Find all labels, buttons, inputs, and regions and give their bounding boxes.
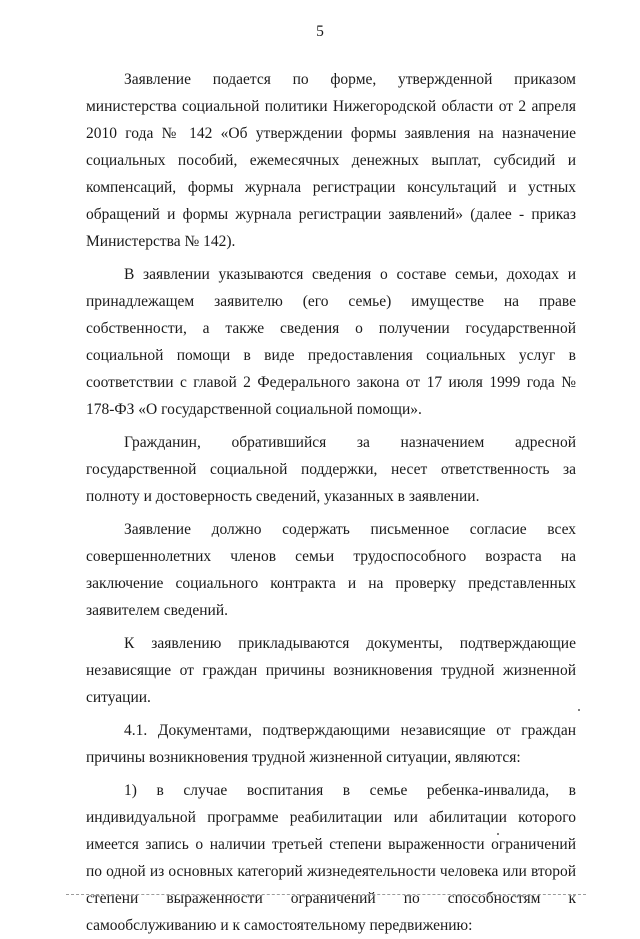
paragraph-section-4-1: 4.1. Документами, подтверждающими независящие от граждан причины возникновения трудной жизненной ситуации, являются: xyxy=(86,722,576,766)
page-bottom-edge xyxy=(66,894,586,895)
paragraph-consent: Заявление должно содержать письменное согласие всех совершеннолетних членов семьи трудоспособного возраста на заключение социального контракта и на проверку представленных заявителем сведений. xyxy=(86,521,576,619)
paragraph-application-contents: В заявлении указываются сведения о составе семьи, доходах и принадлежащем заявителю (его семье) имуществе на праве собственности, а также сведения о получении государственной социальной помощи в виде предоставления социальных услуг в соответствии с главой 2 Федерального закона от 17 июля 1999 года № 178-ФЗ «О государственной социальной помощи». xyxy=(86,266,576,418)
page-number: 5 xyxy=(316,23,324,40)
scan-speck xyxy=(497,833,499,835)
scan-speck xyxy=(578,709,580,711)
paragraph-citizen-responsibility: Гражданин, обратившийся за назначением адресной государственной социальной поддержки, несет ответственность за полноту и достоверность сведений, указанных в заявлении. xyxy=(86,434,576,505)
paragraph-attached-documents: К заявлению прикладываются документы, подтверждающие независящие от граждан причины возникновения трудной жизненной ситуации. xyxy=(86,635,576,706)
document-body xyxy=(86,66,576,939)
paragraph-application-form: Заявление подается по форме, утвержденной приказом министерства социальной политики Нижегородской области от 2 апреля 2010 года № 142 «Об утверждении формы заявления на назначение социальных пособий, ежемесячных денежных выплат, субсидий и компенсаций, формы журнала регистрации консультаций и устных обращений и формы журнала регистрации заявлений» (далее - приказ Министерства № 142). xyxy=(86,71,576,250)
list-item-1: 1) в случае воспитания в семье ребенка-инвалида, в индивидуальной программе реабилитации или абилитации которого имеется запись о наличии третьей степени выраженности ограничений по одной из основных категорий жизнедеятельности человека или второй степени выраженности ограничений по способностям к самообслуживанию и к самостоятельному передвижению: xyxy=(86,782,576,934)
